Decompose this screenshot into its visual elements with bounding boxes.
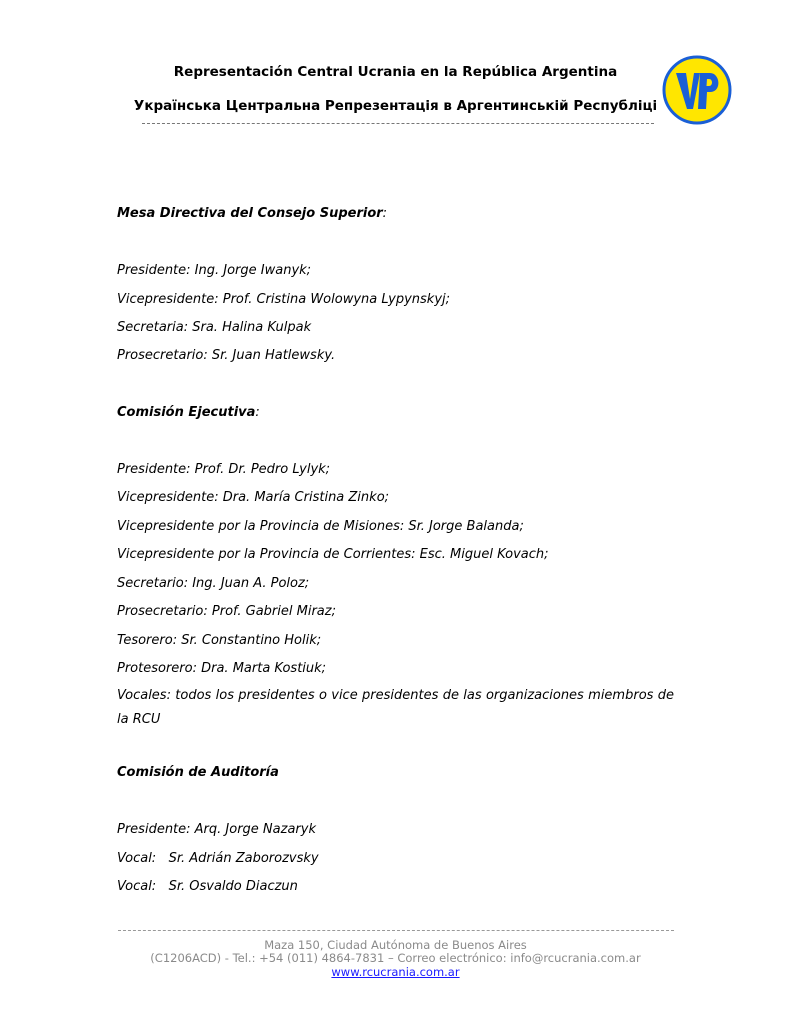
footer-contact: (C1206ACD) - Tel.: +54 (011) 4864-7831 – Correo electrónico: info@rcucrania.com.ar bbox=[150, 951, 641, 965]
header-title-es: Representación Central Ucrania en la República Argentina bbox=[173, 64, 618, 80]
list-item: Prosecretario: Sr. Juan Hatlewsky. bbox=[117, 348, 336, 363]
list-item: Presidente: Arq. Jorge Nazaryk bbox=[117, 822, 316, 837]
list-item: Presidente: Ing. Jorge Iwanyk; bbox=[117, 263, 312, 278]
list-item: Vicepresidente por la Provincia de Misiones: Sr. Jorge Balanda; bbox=[117, 519, 524, 534]
footer-divider bbox=[118, 930, 674, 931]
list-item: Vocal: Sr. Adrián Zaborozvsky bbox=[117, 851, 319, 866]
footer-website bbox=[0, 965, 791, 979]
list-item: Secretario: Ing. Juan A. Poloz; bbox=[117, 576, 310, 591]
header-divider bbox=[142, 123, 654, 124]
section-title-ejecutiva: Comisión Ejecutiva: bbox=[117, 405, 260, 420]
footer-address: Maza 150, Ciudad Autónoma de Buenos Aires bbox=[264, 938, 527, 952]
list-item: Vicepresidente por la Provincia de Corrientes: Esc. Miguel Kovach; bbox=[117, 547, 549, 562]
list-item: Vicepresidente: Dra. María Cristina Zinko; bbox=[117, 490, 390, 505]
section-title-mesa: Mesa Directiva del Consejo Superior: bbox=[117, 206, 388, 221]
list-item: Vocal: Sr. Osvaldo Diaczun bbox=[117, 879, 298, 894]
list-item: Vicepresidente: Prof. Cristina Wolowyna Lypynskyj; bbox=[117, 292, 451, 307]
vocales-paragraph: Vocales: todos los presidentes o vice presidentes de las organizaciones miembros de la RCU bbox=[117, 688, 674, 727]
header-title-uk: Українська Центральна Репрезентація в Аргентинській Республіці bbox=[133, 98, 658, 114]
website-link[interactable]: www.rcucrania.com.ar bbox=[331, 965, 460, 979]
list-item: Prosecretario: Prof. Gabriel Miraz; bbox=[117, 604, 336, 619]
section-title-auditoria: Comisión de Auditoría bbox=[117, 765, 279, 780]
list-item: Presidente: Prof. Dr. Pedro Lylyk; bbox=[117, 462, 331, 477]
list-item: Secretaria: Sra. Halina Kulpak bbox=[117, 320, 312, 335]
list-item: Protesorero: Dra. Marta Kostiuk; bbox=[117, 661, 327, 676]
rcu-logo-icon bbox=[662, 55, 732, 125]
list-item: Tesorero: Sr. Constantino Holik; bbox=[117, 633, 322, 648]
